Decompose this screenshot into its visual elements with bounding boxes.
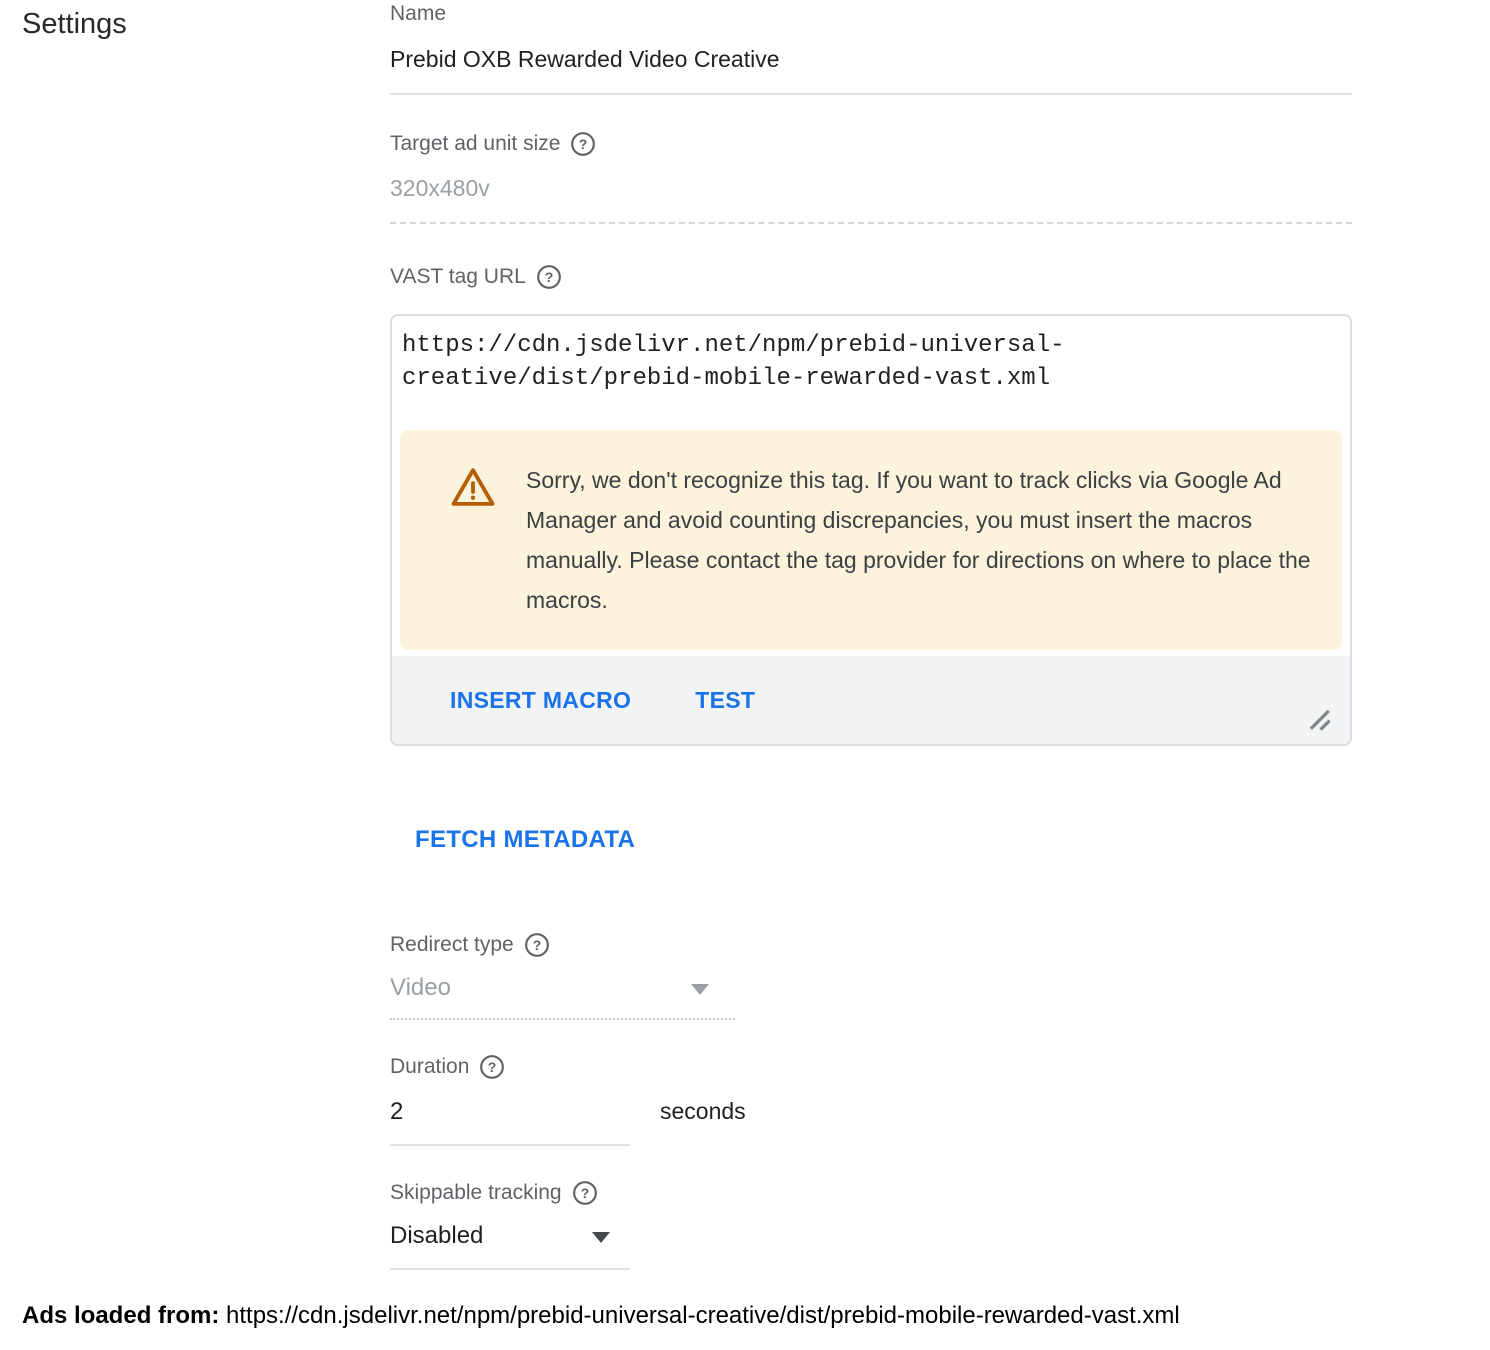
ads-loaded-from-line [22, 1302, 1180, 1330]
skippable-tracking-group [390, 1180, 1352, 1270]
target-ad-unit-size-label [390, 131, 1352, 157]
name-label-text: Name [390, 2, 447, 25]
skippable-tracking-label [390, 1180, 1352, 1206]
duration-group [390, 1054, 1352, 1146]
name-label [390, 2, 1352, 26]
redirect-type-group [390, 932, 1352, 1020]
help-icon[interactable] [572, 1180, 598, 1206]
vast-url-line-1: https://cdn.jsdelivr.net/npm/prebid-universal- [402, 332, 1065, 359]
help-icon[interactable] [570, 131, 596, 157]
duration-row [390, 1098, 1352, 1146]
skippable-tracking-select[interactable] [390, 1222, 630, 1270]
target-ad-unit-size-value: 320x480v [390, 175, 1352, 224]
skippable-tracking-value: Disabled [390, 1222, 484, 1249]
help-icon[interactable] [524, 932, 550, 958]
vast-tag-url-label-text: VAST tag URL [390, 265, 526, 288]
redirect-type-value: Video [390, 974, 451, 1001]
target-ad-unit-size-label-text: Target ad unit size [390, 132, 561, 155]
duration-input[interactable]: 2 [390, 1098, 630, 1146]
name-field-group [390, 0, 1352, 95]
help-icon[interactable] [479, 1054, 505, 1080]
svg-text:?: ? [532, 936, 542, 953]
svg-text:?: ? [580, 1184, 589, 1201]
ads-loaded-from-label: Ads loaded from: [22, 1302, 220, 1329]
warning-triangle-icon [448, 464, 498, 510]
duration-unit-label: seconds [660, 1098, 746, 1124]
resize-handle-icon[interactable] [1306, 706, 1332, 732]
help-icon[interactable] [536, 264, 562, 290]
redirect-type-label [390, 932, 1352, 958]
vast-tag-url-label [390, 264, 1352, 290]
redirect-type-label-text: Redirect type [390, 933, 514, 956]
vast-tag-url-textarea[interactable] [392, 316, 1350, 395]
redirect-type-select [390, 974, 735, 1020]
tag-warning-banner [400, 430, 1342, 650]
target-ad-unit-size-group [390, 131, 1352, 224]
settings-form [390, 0, 1352, 1270]
duration-label [390, 1054, 1352, 1080]
vast-editor-toolbar [392, 656, 1350, 744]
fetch-metadata-row [415, 826, 1352, 854]
test-button[interactable]: TEST [695, 686, 756, 713]
chevron-down-icon [691, 984, 709, 995]
svg-text:?: ? [544, 268, 554, 285]
warning-message: Sorry, we don't recognize this tag. If you want to track clicks via Google Ad Manager and avoid counting discrepancies, you must insert the macros manually. Please contact the tag provider for directions on where to place the macros. [526, 467, 1311, 613]
vast-tag-url-editor [390, 314, 1352, 746]
name-input[interactable]: Prebid OXB Rewarded Video Creative [390, 46, 1352, 95]
duration-label-text: Duration [390, 1055, 470, 1078]
fetch-metadata-button[interactable]: FETCH METADATA [415, 826, 636, 853]
skippable-tracking-label-text: Skippable tracking [390, 1181, 562, 1204]
vast-tag-url-group [390, 264, 1352, 746]
insert-macro-button[interactable]: INSERT MACRO [450, 686, 632, 713]
page-title: Settings [22, 8, 127, 40]
chevron-down-icon [592, 1232, 610, 1243]
vast-url-line-2: creative/dist/prebid-mobile-rewarded-vast.xml [402, 365, 1051, 392]
svg-text:?: ? [579, 135, 588, 152]
ads-loaded-from-url: https://cdn.jsdelivr.net/npm/prebid-universal-creative/dist/prebid-mobile-rewarded-vast.xml [226, 1302, 1180, 1329]
svg-text:?: ? [488, 1058, 497, 1075]
